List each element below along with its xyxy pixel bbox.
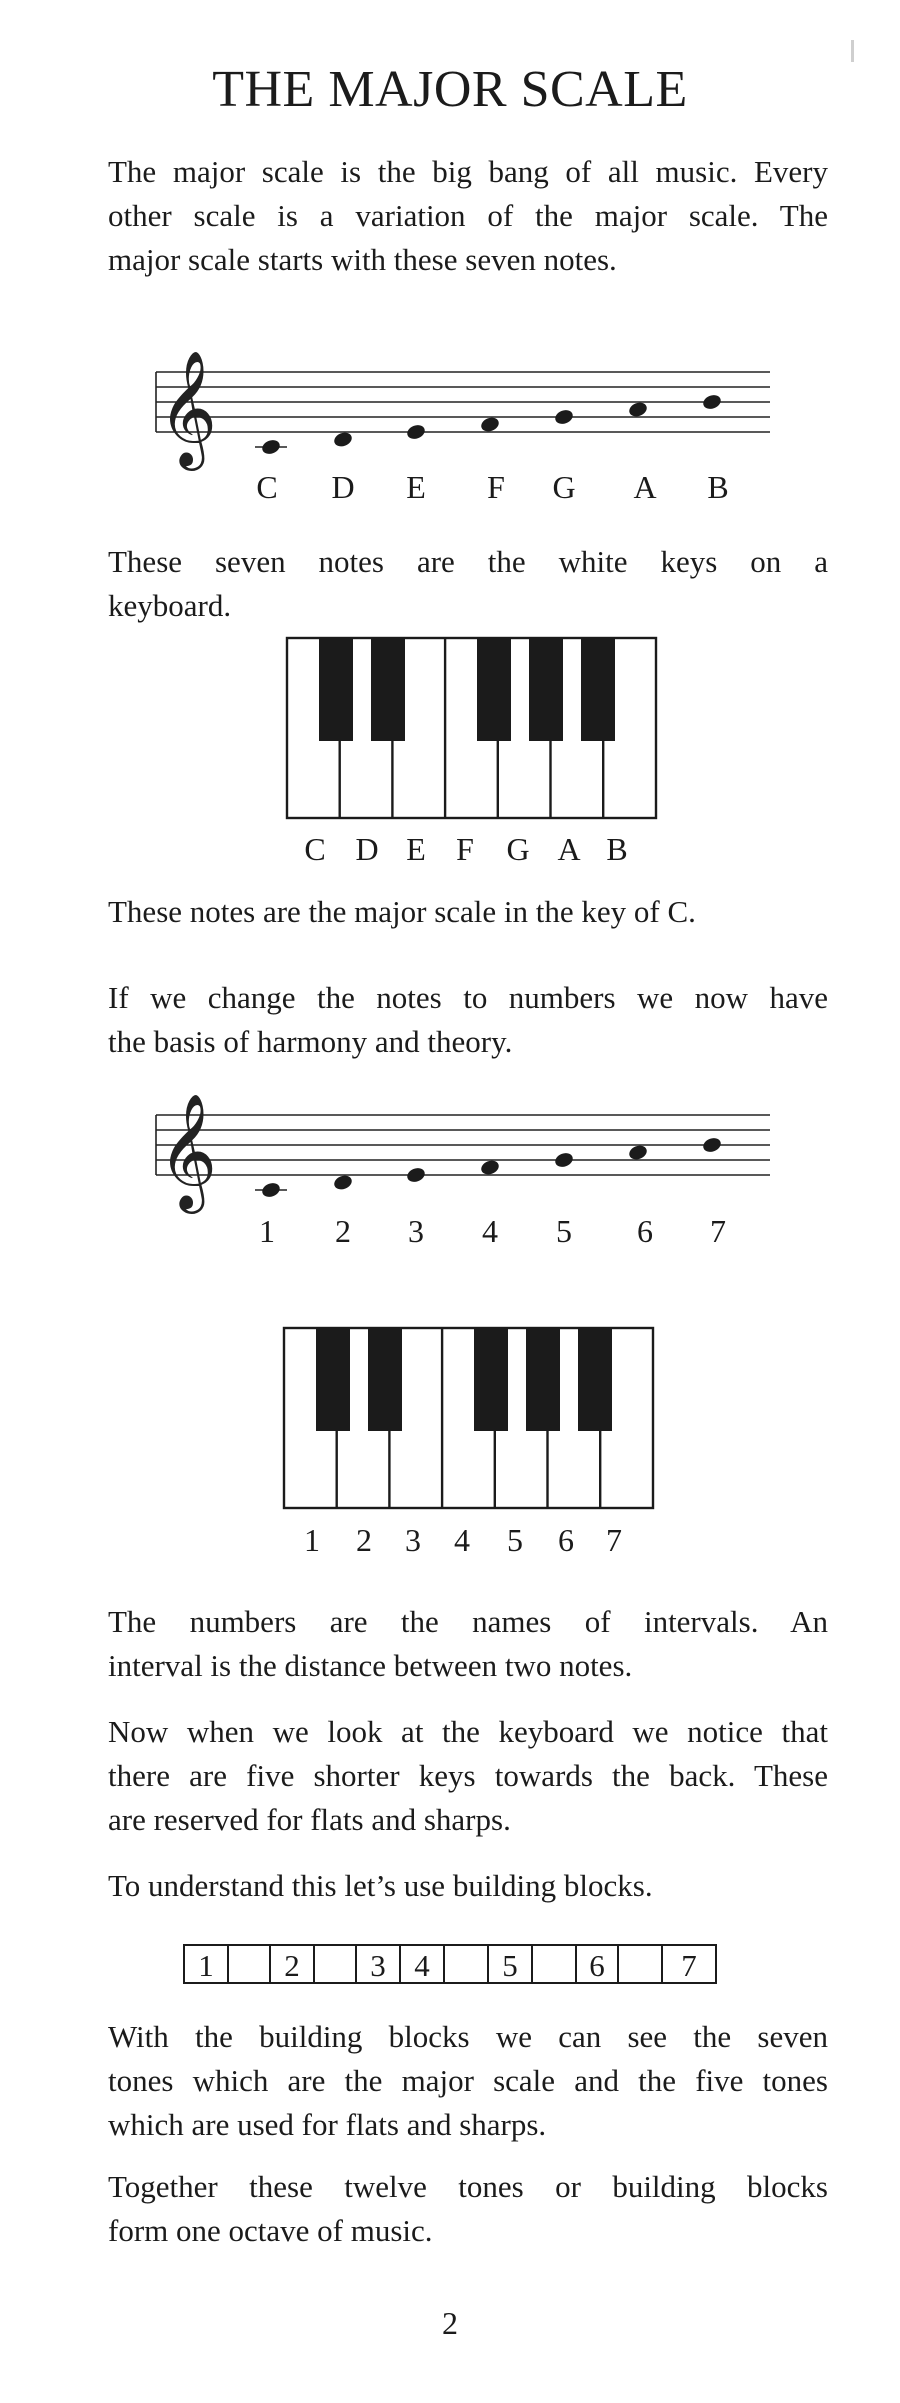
note-a	[627, 400, 648, 418]
intro-line: other scale is a variation of the major scale. The	[108, 198, 828, 233]
octave-line: form one octave of music.	[108, 2213, 433, 2248]
key-label: A	[557, 831, 581, 867]
keyboard-diagram	[283, 635, 663, 875]
treble-clef-icon: 𝄞	[158, 349, 218, 466]
numbers-line: the basis of harmony and theory.	[108, 1024, 513, 1059]
note-number: 6	[637, 1213, 653, 1249]
keyboard-numbers	[280, 1325, 660, 1565]
note-label: F	[487, 469, 505, 505]
note-number: 1	[259, 1213, 275, 1249]
white-keys-line: These seven notes are the white keys on a	[108, 544, 828, 579]
key-label: G	[506, 831, 530, 867]
note-number: 3	[408, 1213, 424, 1249]
note-label: E	[406, 469, 426, 505]
treble-clef-icon: 𝄞	[158, 1092, 218, 1209]
key-label: B	[606, 831, 628, 867]
note-number: 4	[482, 1213, 498, 1249]
block-tone: 7	[681, 1948, 697, 1983]
staff-notation	[140, 1085, 780, 1255]
intro-paragraph	[108, 150, 828, 282]
intervals-line: The numbers are the names of intervals. An	[108, 1604, 828, 1639]
building-blocks-diagram	[182, 1942, 722, 1988]
note-4	[479, 1158, 500, 1176]
black-key	[474, 1328, 508, 1431]
key-number: 5	[507, 1522, 523, 1558]
octave-paragraph	[108, 2165, 828, 2253]
intro-line: The major scale is the big bang of all music. Every	[108, 154, 828, 189]
blocks-intro-paragraph	[108, 1864, 828, 1908]
white-keys-line: keyboard.	[108, 588, 232, 623]
black-key	[316, 1328, 350, 1431]
shorter-keys-line: are reserved for flats and sharps.	[108, 1802, 511, 1837]
note-3	[405, 1166, 426, 1184]
note-label: A	[633, 469, 657, 505]
blocks-explained-line: tones which are the major scale and the five tones	[108, 2063, 828, 2098]
note-label: G	[552, 469, 576, 505]
page-number: 2	[442, 2305, 458, 2341]
blocks-intro-line: To understand this let’s use building blocks.	[108, 1868, 653, 1903]
block-tone: 1	[198, 1948, 214, 1983]
keyboard-diagram	[280, 1325, 660, 1565]
staff-notation	[140, 330, 780, 520]
note-7	[701, 1136, 722, 1154]
note-d	[332, 430, 353, 448]
black-key	[319, 638, 353, 741]
intervals-paragraph	[108, 1600, 828, 1688]
note-5	[553, 1151, 574, 1169]
key-number: 2	[356, 1522, 372, 1558]
key-number: 6	[558, 1522, 574, 1558]
keyboard-letters	[283, 635, 663, 875]
note-e	[405, 423, 426, 441]
intervals-line: interval is the distance between two notes.	[108, 1648, 633, 1683]
key-number: 7	[606, 1522, 622, 1558]
blocks-explained-paragraph	[108, 2015, 828, 2147]
blocks-explained-line: With the building blocks we can see the seven	[108, 2019, 828, 2054]
block-tone: 5	[502, 1948, 518, 1983]
black-key	[526, 1328, 560, 1431]
block-tone: 4	[414, 1948, 430, 1983]
shorter-keys-line: Now when we look at the keyboard we notice that	[108, 1714, 828, 1749]
note-g	[553, 408, 574, 426]
black-key	[578, 1328, 612, 1431]
note-6	[627, 1143, 648, 1161]
octave-line: Together these twelve tones or building blocks	[108, 2169, 828, 2204]
numbers-paragraph	[108, 976, 828, 1064]
key-label: C	[304, 831, 326, 867]
shorter-keys-line: there are five shorter keys towards the back. These	[108, 1758, 828, 1793]
white-keys-paragraph	[108, 540, 828, 628]
black-key	[581, 638, 615, 741]
block-tone: 3	[370, 1948, 386, 1983]
numbers-line: If we change the notes to numbers we now have	[108, 980, 828, 1015]
black-key	[371, 638, 405, 741]
note-label: C	[256, 469, 278, 505]
key-of-c-paragraph	[108, 890, 828, 934]
page-title: THE MAJOR SCALE	[212, 61, 688, 118]
note-2	[332, 1173, 353, 1191]
black-key	[368, 1328, 402, 1431]
note-1	[260, 1181, 281, 1199]
note-number: 5	[556, 1213, 572, 1249]
block-tone: 6	[589, 1948, 605, 1983]
shorter-keys-paragraph	[108, 1710, 828, 1842]
key-label: D	[355, 831, 379, 867]
block-tone: 2	[284, 1948, 300, 1983]
scan-mark	[851, 40, 854, 62]
note-f	[479, 415, 500, 433]
key-number: 1	[304, 1522, 320, 1558]
note-b	[701, 393, 722, 411]
note-label: B	[707, 469, 729, 505]
note-label: D	[331, 469, 355, 505]
intro-line: major scale starts with these seven notes.	[108, 242, 617, 277]
key-of-c-line: These notes are the major scale in the key of C.	[108, 894, 696, 929]
key-label: E	[406, 831, 426, 867]
note-number: 2	[335, 1213, 351, 1249]
note-number: 7	[710, 1213, 726, 1249]
black-key	[529, 638, 563, 741]
staff-notes-letters	[140, 330, 780, 520]
blocks-explained-line: which are used for flats and sharps.	[108, 2107, 547, 2142]
note-c	[260, 438, 281, 456]
key-number: 3	[405, 1522, 421, 1558]
key-number: 4	[454, 1522, 470, 1558]
staff-notes-numbers	[140, 1085, 780, 1255]
key-label: F	[456, 831, 474, 867]
black-key	[477, 638, 511, 741]
building-blocks	[182, 1942, 722, 1988]
